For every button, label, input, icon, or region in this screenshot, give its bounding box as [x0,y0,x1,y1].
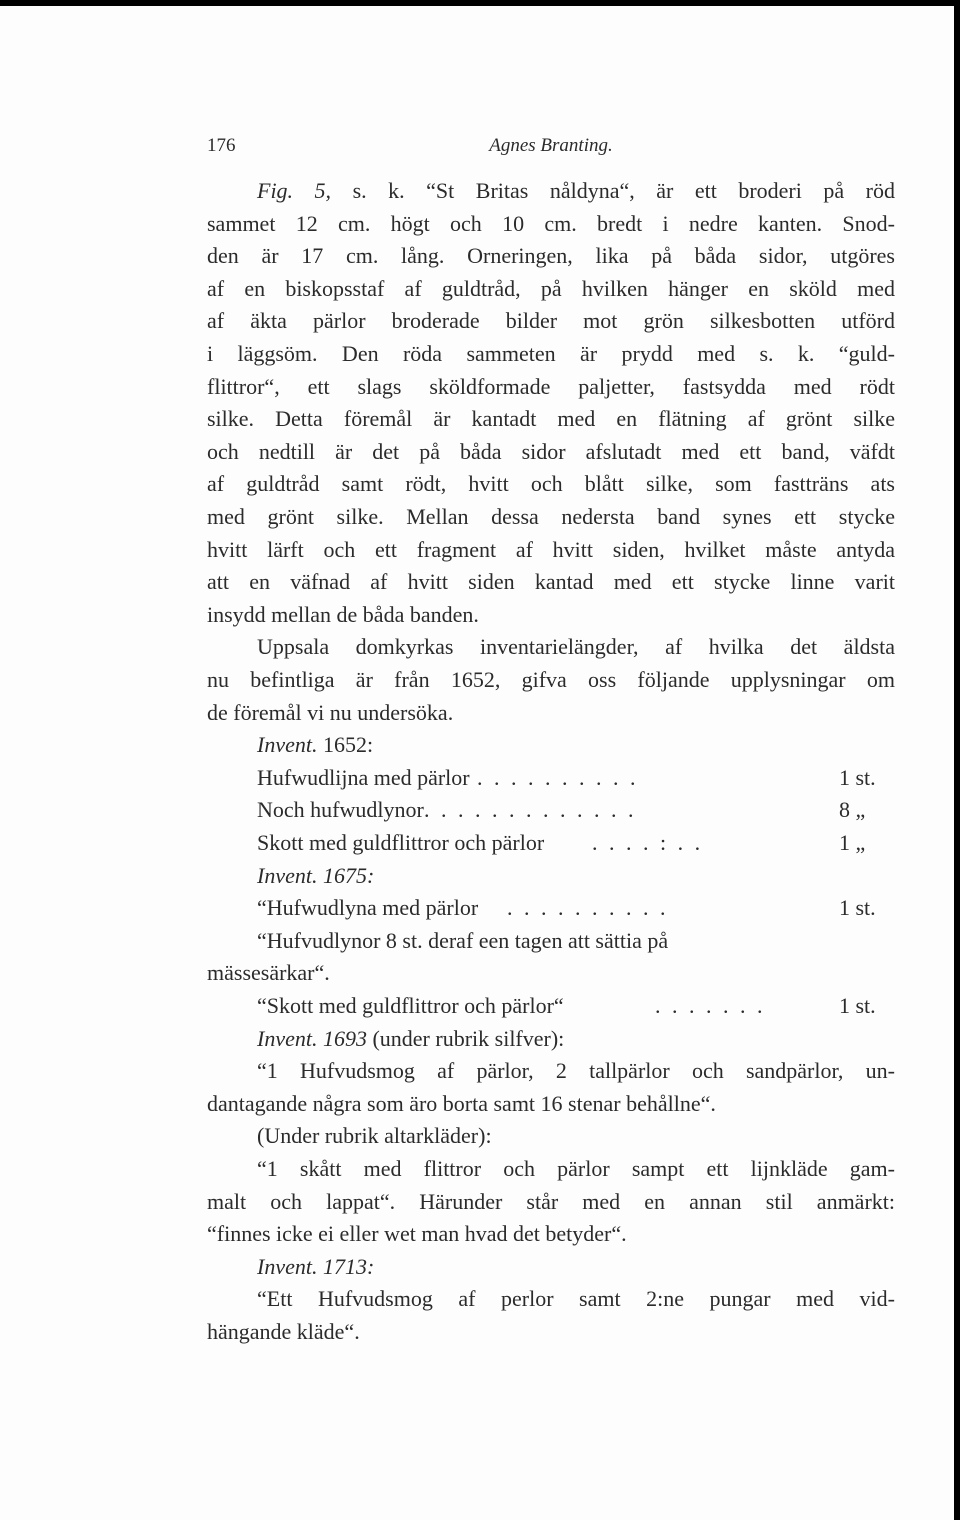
inventory-heading-1713: Invent. 1713: [257,1253,375,1279]
paragraph-line: “Ett Hufvudsmog af perlor samt 2:ne pungar med vid- [257,1286,895,1312]
paragraph-line: (Under rubrik altarkläder): [257,1123,492,1149]
entry-quantity: 1 „ [839,830,866,855]
entry-leader-dots: . . . . . . . . . . . . . [424,797,637,823]
entry-quantity: 1 st. [839,895,876,921]
entry-quantity: 1 st. [839,764,876,790]
paragraph-line: att en väfnad af hvitt siden kantad med ett stycke linne varit [207,569,895,595]
entry-label: Skott med guldflittror och pärlor [257,830,545,855]
running-title: Agnes Branting. [489,135,613,156]
paragraph-line: i läggsöm. Den röda sammeten är prydd med s. k. “guld- [207,341,895,366]
paragraph-line: af äkta pärlor broderade bilder mot grön silkesbotten utförd [207,308,895,334]
entry-leader-dots: . . . . . . . [655,993,766,1018]
inventory-entry [207,794,895,827]
paragraph-line [207,175,895,208]
inventory-entry [207,990,895,1023]
paragraph-line: den är 17 cm. lång. Orneringen, lika på båda sidor, utgöres [207,243,895,269]
figure-reference: Fig. 5, [257,178,332,203]
paragraph-line: mässesärkar“. [207,960,330,986]
entry-label: “Skott med guldflittror och pärlor“ [257,993,564,1018]
entry-label: Noch hufwudlynor [257,797,424,823]
page-number: 176 [207,135,236,156]
inventory-heading-1652 [207,729,895,762]
paragraph-line: de föremål vi nu undersöka. [207,699,454,725]
paragraph-line: silke. Detta föremål är kantadt med en flätning af grönt silke [207,406,895,432]
paragraph-line: nu befintliga är från 1652, gifva oss följande upplysningar om [207,667,895,692]
entry-quantity: 8 „ [839,797,866,823]
paragraph-line: Uppsala domkyrkas inventarielängder, af hvilka det äldsta [257,634,895,660]
paragraph-line: och nedtill är det på båda sidor afslutadt med ett band, väfdt [207,438,895,464]
paragraph-line: af guldtråd samt rödt, hvitt och blått silke, som fastträns ats [207,471,895,497]
paragraph-line: sammet 12 cm. högt och 10 cm. bredt i nedre kanten. Snod- [207,210,895,236]
entry-leader-dots: . . . . : . . [592,830,704,855]
paragraph-line: af en biskopsstaf af guldtråd, på hvilken hänger en sköld med [207,275,895,301]
paragraph-line: “finnes icke ei eller wet man hvad det betyder“. [207,1221,627,1247]
heading-italic: Invent. 1693 [257,1025,367,1051]
paragraph-line: “1 skått med flittror och pärlor sampt ett lijnkläde gam- [257,1156,895,1181]
inventory-entry [207,892,895,925]
inventory-heading-1693 [207,1023,895,1056]
paragraph-line: dantagande några som äro borta samt 16 stenar behållne“. [207,1090,716,1116]
inventory-heading-1675: Invent. 1675: [257,862,375,888]
heading-italic: Invent. [257,732,318,758]
paragraph-line: malt och lappat“. Härunder står med en annan stil anmärkt: [207,1188,895,1214]
inventory-entry [207,762,895,795]
paragraph-line: “Hufvudlynor 8 st. deraf een tagen att sättia på [257,927,669,953]
entry-label: Hufwudlijna med pärlor [257,764,470,790]
paragraph-line: hängande kläde“. [207,1319,360,1344]
heading-rest: 1652: [317,732,374,758]
page-header [207,130,895,163]
heading-rest: (under rubrik silfver): [366,1025,565,1051]
book-page [0,6,954,1520]
entry-label: “Hufwudlyna med pärlor [257,895,479,921]
paragraph-text: s. k. “St Britas nåldyna“, är ett broderi på röd [331,178,895,203]
entry-leader-dots: . . . . . . . . . . [477,764,639,790]
entry-leader-dots: . . . . . . . . . . [507,895,669,921]
paragraph-line: med grönt silke. Mellan dessa nedersta band synes ett stycke [207,504,895,529]
paragraph-line: hvitt lärft och ett fragment af hvitt siden, hvilket måste antyda [207,536,895,562]
inventory-entry [207,827,895,860]
paragraph-line: flittror“, ett slags sköldformade paljetter, fastsydda med rödt [207,373,895,399]
entry-quantity: 1 st. [839,993,876,1018]
paragraph-line: “1 Hufvudsmog af pärlor, 2 tallpärlor och sandpärlor, un- [257,1058,895,1084]
paragraph-line: insydd mellan de båda banden. [207,601,479,627]
